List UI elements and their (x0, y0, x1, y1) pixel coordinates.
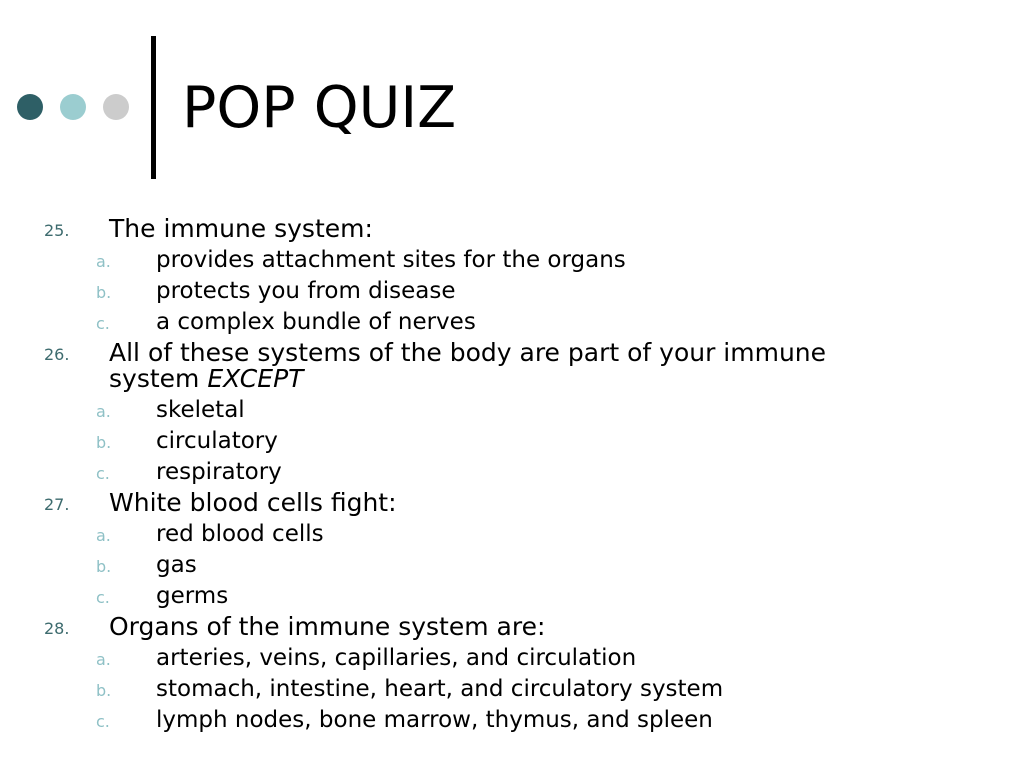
answer-option (0, 550, 1024, 581)
option-letter: a. (96, 402, 111, 421)
answer-option (0, 705, 1024, 736)
option-letter: c. (96, 712, 110, 731)
option-letter: a. (96, 650, 111, 669)
answer-option (0, 426, 1024, 457)
title-dot-dark (17, 94, 43, 120)
option-letter: c. (96, 588, 110, 607)
question-text (109, 338, 826, 392)
answer-option (0, 307, 1024, 338)
question-number: 27. (44, 495, 70, 514)
option-letter: c. (96, 464, 110, 483)
question-text: Organs of the immune system are: (109, 612, 546, 641)
option-text: provides attachment sites for the organs (156, 247, 626, 273)
question-emphasis: EXCEPT (207, 364, 304, 393)
question-27 (0, 488, 1024, 519)
answer-option (0, 581, 1024, 612)
title-divider (151, 36, 156, 179)
option-letter: b. (96, 283, 112, 302)
question-26 (0, 338, 1024, 395)
answer-option (0, 276, 1024, 307)
question-number: 28. (44, 619, 70, 638)
option-text: respiratory (156, 459, 282, 485)
question-text: White blood cells fight: (109, 488, 397, 517)
option-text: circulatory (156, 428, 278, 454)
answer-option (0, 643, 1024, 674)
question-25 (0, 214, 1024, 245)
quiz-list (0, 214, 1024, 736)
option-letter: b. (96, 433, 112, 452)
answer-option (0, 519, 1024, 550)
question-text: The immune system: (109, 214, 373, 243)
option-text: a complex bundle of nerves (156, 309, 476, 335)
title-dot-gray (103, 94, 129, 120)
answer-option (0, 245, 1024, 276)
option-text: red blood cells (156, 521, 324, 547)
question-text-line2: system (109, 364, 208, 393)
question-number: 26. (44, 345, 70, 364)
option-text: germs (156, 583, 229, 609)
option-letter: b. (96, 557, 112, 576)
answer-option (0, 457, 1024, 488)
option-text: protects you from disease (156, 278, 456, 304)
option-text: gas (156, 552, 197, 578)
option-text: skeletal (156, 397, 245, 423)
option-letter: a. (96, 526, 111, 545)
slide-title: POP QUIZ (182, 75, 457, 141)
option-letter: b. (96, 681, 112, 700)
question-number: 25. (44, 221, 70, 240)
option-text: arteries, veins, capillaries, and circulation (156, 645, 637, 671)
option-letter: a. (96, 252, 111, 271)
title-dot-teal (60, 94, 86, 120)
option-text: stomach, intestine, heart, and circulatory system (156, 676, 724, 702)
answer-option (0, 674, 1024, 705)
question-text-line1: All of these systems of the body are part of your immune (109, 338, 827, 367)
answer-option (0, 395, 1024, 426)
option-text: lymph nodes, bone marrow, thymus, and spleen (156, 707, 713, 733)
option-letter: c. (96, 314, 110, 333)
question-28 (0, 612, 1024, 643)
